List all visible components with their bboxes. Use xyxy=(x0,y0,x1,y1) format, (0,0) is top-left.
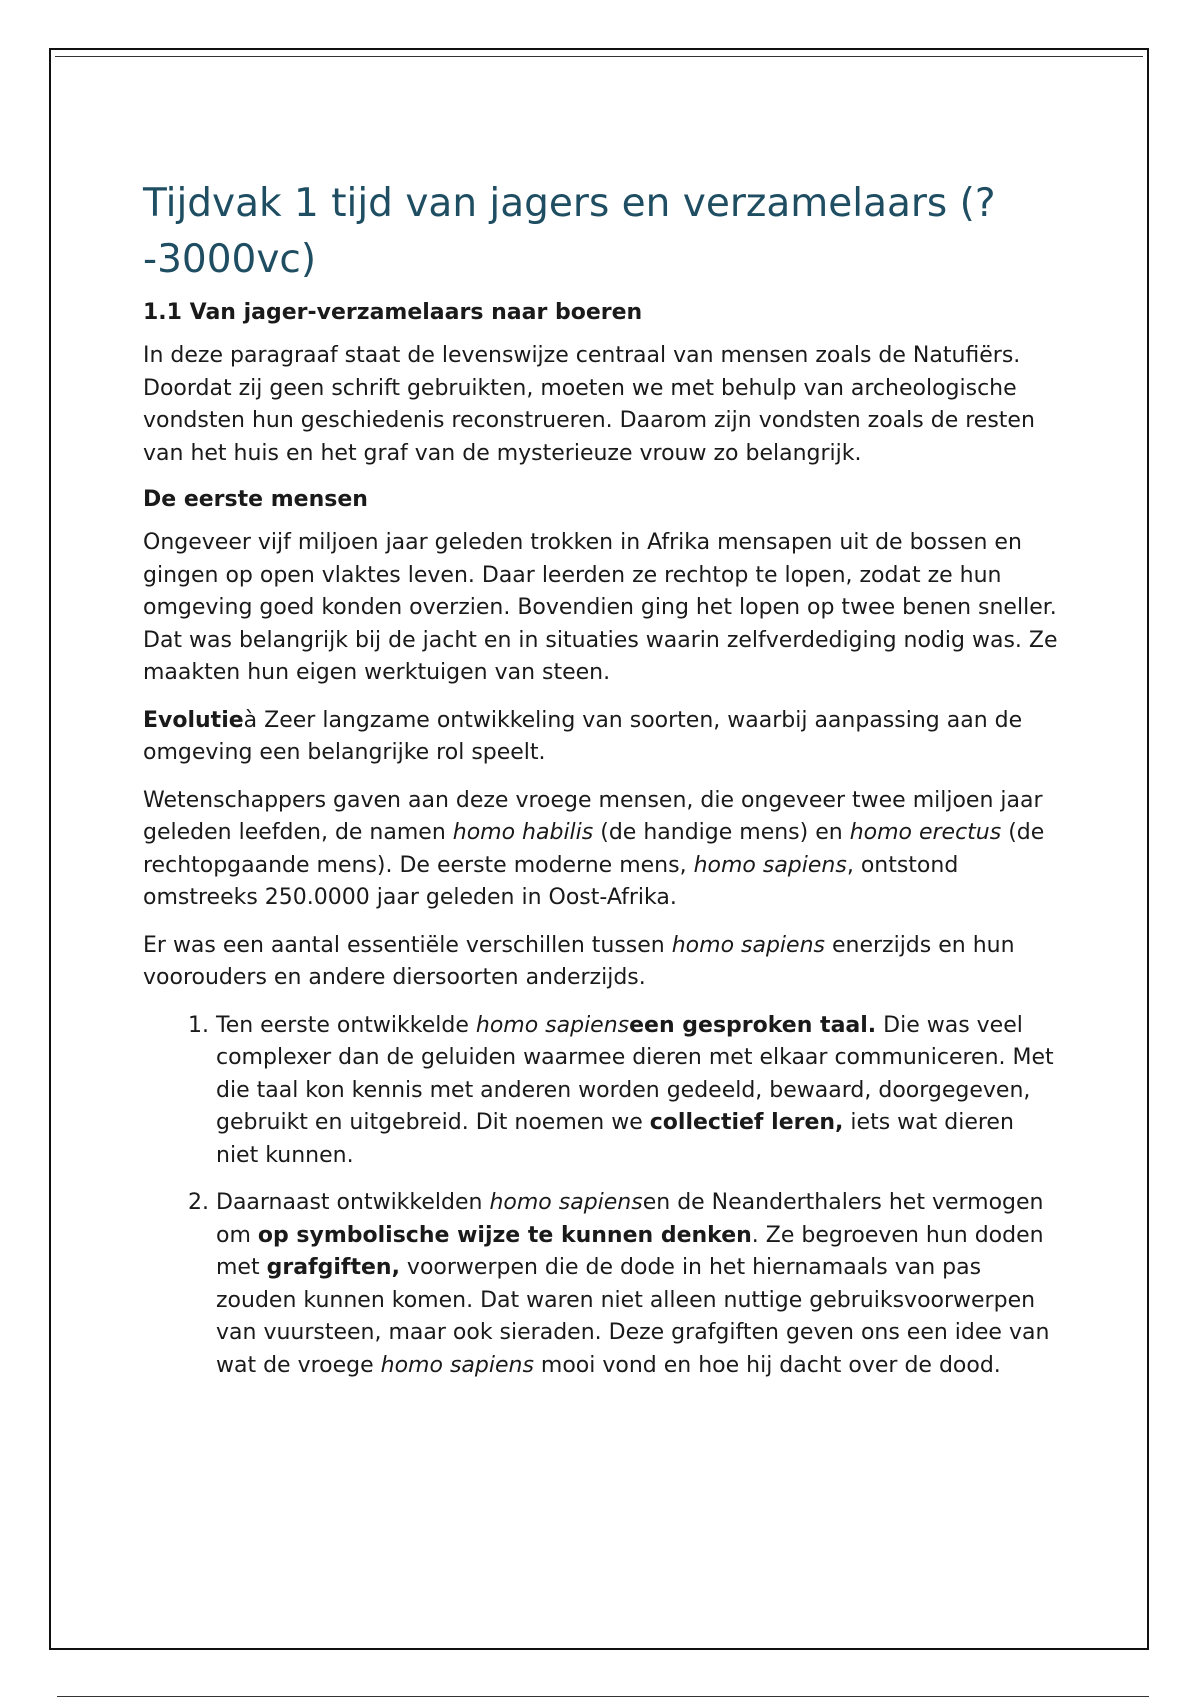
text-run: Die was veel complexer dan de geluiden waarmee dieren met elkaar communiceren. Met die taal kon kennis met anderen worden gedeeld, bewaard, doorgegeven, gebruikt en uitgebreid. Dit noemen we xyxy=(216,1012,1054,1135)
differences-list xyxy=(143,1010,1063,1383)
first-humans-paragraph: Ongeveer vijf miljoen jaar geleden trokken in Afrika mensapen uit de bossen en gingen op open vlaktes leven. Daar leerden ze rechtop te lopen, zodat ze hun omgeving goed konden overzien. Bovendien ging het lopen op twee benen sneller. Dat was belangrijk bij de jacht en in situaties waarin zelfverdediging nodig was. Ze maakten hun eigen werktuigen van steen. xyxy=(143,530,1058,685)
page-bottom-rule xyxy=(57,1696,1149,1697)
evolutie-term: Evolutie xyxy=(143,707,244,733)
species-name: homo sapiens xyxy=(489,1190,643,1215)
text-run: (de handige mens) en xyxy=(593,820,850,845)
text-run: iets wat dieren niet kunnen. xyxy=(216,1110,1014,1168)
subheading-first-humans: De eerste mensen xyxy=(143,487,368,512)
page-title: Tijdvak 1 tijd van jagers en verzamelaars (?-3000vc) xyxy=(143,181,996,282)
text-run: enerzijds en hun voorouders en andere diersoorten anderzijds. xyxy=(143,932,1015,990)
species-name: homo sapiens xyxy=(671,932,825,958)
evolutie-text: à Zeer langzame ontwikkeling van soorten, waarbij aanpassing aan de omgeving een belangrijke rol speelt. xyxy=(143,707,1023,765)
section-heading: 1.1 Van jager-verzamelaars naar boeren xyxy=(143,300,643,325)
intro-paragraph: In deze paragraaf staat de levenswijze centraal van mensen zoals de Natufiërs. Doordat zij geen schrift gebruikten, moeten we met behulp van archeologische vondsten hun geschiedenis reconstrueren. Daarom zijn vondsten zoals de resten van het huis en het graf van de mysterieuze vrouw zo belangrijk. xyxy=(143,343,1035,466)
evolutie-definition xyxy=(143,705,1063,770)
text-run: voorwerpen die de dode in het hiernamaals van pas zouden kunnen komen. Dat waren niet alleen nuttige gebruiksvoorwerpen van vuursteen, maar ook sieraden. Deze grafgiften geven ons een idee van wat de vroege xyxy=(216,1255,1050,1378)
text-run: , ontstond omstreeks 250.0000 jaar geleden in Oost-Afrika. xyxy=(143,852,959,910)
list-item xyxy=(216,1187,1063,1382)
text-run: Er was een aantal essentiële verschillen tussen xyxy=(143,932,672,958)
key-term: een gesproken taal. xyxy=(629,1012,877,1038)
text-run: Ten eerste ontwikkelde xyxy=(216,1012,476,1038)
species-name: homo sapiens xyxy=(380,1352,534,1378)
text-run: mooi vond en hoe hij dacht over de dood. xyxy=(533,1352,1001,1378)
scientists-paragraph xyxy=(143,785,1063,915)
text-run: Wetenschappers gaven aan deze vroege mensen, die ongeveer twee miljoen jaar geleden leefden, de namen xyxy=(143,787,1043,845)
species-name: homo sapiens xyxy=(475,1012,630,1038)
key-term: op symbolische wijze te kunnen denken xyxy=(257,1222,752,1248)
text-run: Daarnaast ontwikkelden xyxy=(216,1190,490,1215)
text-run: (de rechtopgaande mens). De eerste moderne mens, xyxy=(143,820,1045,878)
text-run: . Ze begroeven hun doden met xyxy=(216,1222,1044,1280)
list-item xyxy=(216,1010,1063,1173)
text-run: en de Neanderthalers het vermogen om xyxy=(216,1190,1044,1248)
species-name: homo erectus xyxy=(849,820,1002,845)
page-top-rule xyxy=(55,56,1143,57)
key-term: collectief leren, xyxy=(649,1110,844,1135)
species-name: homo sapiens xyxy=(693,852,847,878)
differences-paragraph xyxy=(143,930,1063,995)
key-term: grafgiften, xyxy=(266,1255,400,1280)
document-body xyxy=(143,176,1063,1397)
species-name: homo habilis xyxy=(452,820,594,845)
